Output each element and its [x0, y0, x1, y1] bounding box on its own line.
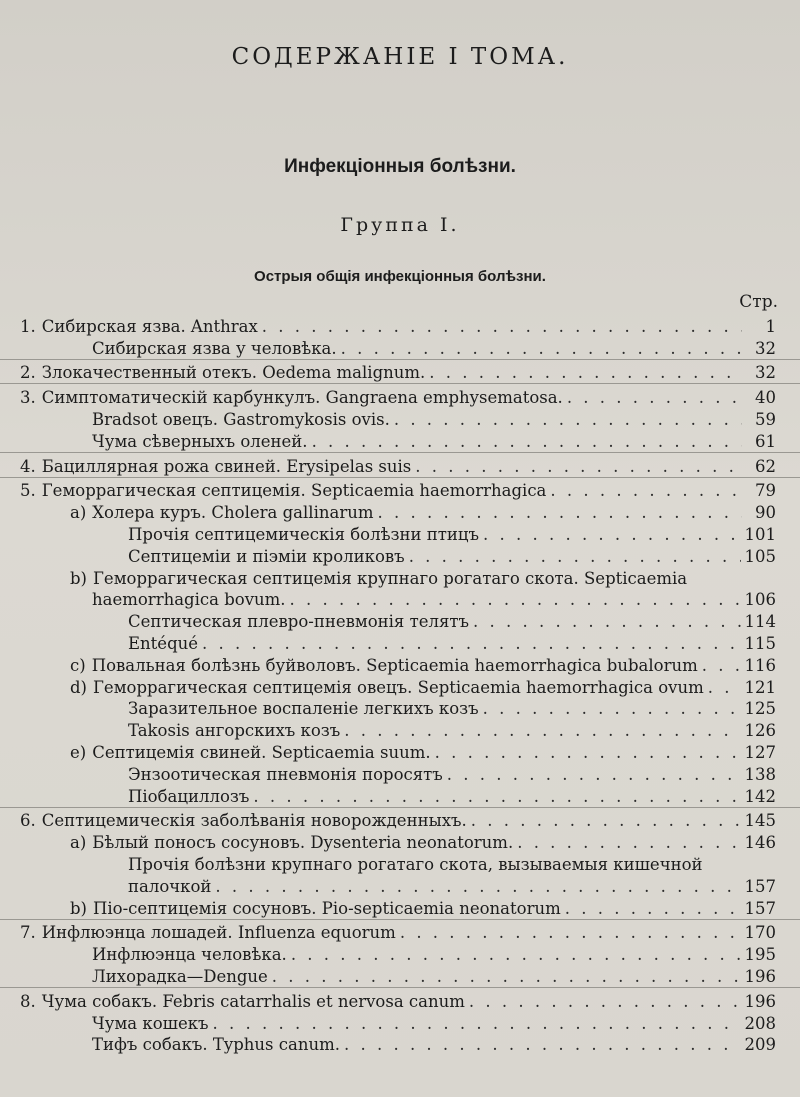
toc-entry-number: a) [70, 833, 87, 853]
toc-entry-page: 146 [744, 833, 776, 853]
toc-entry-title: Bradsot овецъ. Gastromykosis ovis. [92, 409, 390, 429]
toc-entry [0, 740, 800, 762]
toc-entry-page: 127 [744, 742, 776, 762]
toc-entry [0, 588, 800, 610]
toc-entry [0, 852, 800, 874]
toc-entry-page: 170 [744, 923, 776, 943]
toc-entry-page: 196 [744, 991, 776, 1011]
toc-entry [0, 784, 800, 806]
toc-entry [0, 653, 800, 675]
toc-entry-page: 121 [744, 677, 776, 697]
toc-entry [0, 314, 800, 336]
section-divider [0, 452, 800, 453]
toc-entry [0, 896, 800, 918]
leader-dots [708, 678, 741, 697]
toc-entry [0, 609, 800, 631]
toc-entry [0, 830, 800, 852]
toc-entry-page: 196 [744, 966, 776, 986]
leader-dots [435, 743, 741, 762]
toc-entry-page: 142 [744, 786, 776, 806]
toc-entry-page: 61 [755, 431, 776, 451]
leader-dots [469, 992, 741, 1011]
toc-entry [0, 942, 800, 964]
toc-entry-title: Чума кошекъ [92, 1013, 209, 1033]
toc-entry [0, 697, 800, 719]
section-divider [0, 359, 800, 360]
toc-entry [0, 921, 800, 943]
toc-entry [0, 1011, 800, 1033]
toc-entry-page: 106 [744, 590, 776, 610]
toc-entry-title: Геморрагическая септицемія крупнаго рогатаго скота. Septicaemia [93, 568, 688, 588]
toc-entry-title: Бациллярная рожа свиней. Erysipelas suis [41, 456, 412, 476]
toc-entry [0, 544, 800, 566]
toc-entry-number: b) [70, 898, 87, 918]
toc-entry-title: Тифъ собакъ. Typhus canum. [92, 1035, 340, 1055]
toc-entry [0, 809, 800, 831]
leader-dots [291, 945, 741, 964]
toc-entry-page: 195 [744, 945, 776, 965]
toc-entry-number: 3. [20, 388, 36, 408]
section-divider [0, 383, 800, 384]
toc-entry-title: Чума сѣверныхъ оленей. [92, 431, 308, 451]
toc-entry-title: Піо-септицемія сосуновъ. Pio-septicaemia neonatorum [93, 898, 561, 918]
toc-entry [0, 989, 800, 1011]
toc-entry [0, 964, 800, 986]
section-divider [0, 987, 800, 988]
leader-dots [483, 699, 741, 718]
section-divider [0, 919, 800, 920]
leader-dots [341, 339, 742, 358]
toc-entry [0, 429, 800, 451]
leader-dots [471, 811, 741, 830]
toc-entry-page: 209 [744, 1035, 776, 1055]
leader-dots [565, 899, 741, 918]
table-of-contents [0, 314, 800, 1054]
toc-entry-title: Takosis ангорскихъ козъ [128, 721, 341, 741]
group-heading: Группа I. [340, 214, 460, 236]
toc-entry-page: 157 [744, 876, 776, 896]
toc-entry [0, 336, 800, 358]
leader-dots [344, 721, 740, 740]
toc-entry-number: 4. [20, 456, 36, 476]
leader-dots [483, 525, 741, 544]
toc-entry-title: Чума собакъ. Febris catarrhalis et nervosa canum [41, 991, 465, 1011]
toc-entry-title: Повальная болѣзнь буйволовъ. Septicaemia haemorrhagica bubalorum [91, 655, 698, 675]
toc-entry-page: 101 [744, 524, 776, 544]
section-divider [0, 477, 800, 478]
toc-entry [0, 566, 800, 588]
toc-entry-page: 105 [744, 546, 776, 566]
toc-entry-title: Бѣлый поносъ сосуновъ. Dysenteria neonatorum. [92, 833, 514, 853]
leader-dots [213, 1014, 741, 1033]
leader-dots [262, 317, 742, 336]
toc-entry-title: Энзоотическая пневмонія поросятъ [128, 764, 443, 784]
toc-entry-number: 5. [20, 481, 36, 501]
volume-title: СОДЕРЖАНІЕ I ТОМА. [231, 44, 569, 70]
toc-entry-title: Инфлюэнца человѣка. [92, 945, 287, 965]
leader-dots [429, 363, 742, 382]
toc-entry-number: a) [70, 503, 87, 523]
toc-entry-title: Сибирская язва. Anthrax [41, 316, 258, 336]
toc-entry [0, 522, 800, 544]
toc-entry [0, 675, 800, 697]
toc-entry-page: 126 [744, 721, 776, 741]
toc-entry-number: 1. [20, 316, 36, 336]
leader-dots [272, 967, 741, 986]
leader-dots [202, 634, 740, 653]
toc-entry-title: Лихорадка—Dengue [92, 966, 268, 986]
leader-dots [415, 457, 742, 476]
page-column-header: Стр. [739, 292, 778, 312]
subsection-heading: Острыя общія инфекціонныя болѣзни. [254, 268, 546, 285]
leader-dots [550, 481, 742, 500]
section-divider [0, 807, 800, 808]
leader-dots [400, 923, 741, 942]
toc-entry-number: b) [70, 568, 87, 588]
toc-entry-page: 125 [744, 699, 776, 719]
toc-entry-page: 115 [744, 633, 776, 653]
toc-entry [0, 718, 800, 740]
toc-entry [0, 385, 800, 407]
toc-entry-number: 7. [20, 923, 36, 943]
toc-entry-page: 157 [744, 898, 776, 918]
toc-entry-title: Прочія болѣзни крупнаго рогатаго скота, вызываемыя кишечной [128, 854, 703, 874]
toc-entry [0, 479, 800, 501]
toc-entry-title: Заразительное воспаленіе легкихъ козъ [128, 699, 479, 719]
toc-entry [0, 1033, 800, 1055]
leader-dots [215, 877, 740, 896]
toc-entry [0, 454, 800, 476]
toc-entry-number: 8. [20, 991, 36, 1011]
toc-entry-title: Инфлюэнца лошадей. Influenza equorum [41, 923, 396, 943]
leader-dots [409, 547, 741, 566]
toc-entry-page: 145 [744, 811, 776, 831]
toc-entry-page: 40 [755, 388, 776, 408]
toc-entry-title: Піобациллозъ [128, 786, 250, 806]
toc-entry-page: 114 [744, 612, 776, 632]
toc-entry-page: 208 [744, 1013, 776, 1033]
leader-dots [473, 612, 741, 631]
toc-entry-number: 2. [20, 363, 36, 383]
toc-entry-page: 116 [744, 655, 776, 675]
toc-entry-page: 138 [744, 764, 776, 784]
leader-dots [290, 590, 741, 609]
toc-entry-title: Злокачественный отекъ. Oedema malignum. [41, 363, 426, 383]
leader-dots [702, 656, 741, 675]
toc-entry-page: 79 [755, 481, 776, 501]
toc-entry-page: 32 [755, 363, 776, 383]
toc-entry-title: Геморрагическая септицемія. Septicaemia haemorrhagica [41, 481, 547, 501]
leader-dots [394, 410, 742, 429]
toc-entry-page: 62 [755, 456, 776, 476]
leader-dots [567, 388, 742, 407]
leader-dots [312, 432, 742, 451]
toc-entry-number: e) [70, 742, 87, 762]
leader-dots [447, 765, 741, 784]
toc-entry-title: палочкой [128, 876, 212, 896]
toc-entry-title: Симптоматическій карбункулъ. Gangraena emphysematosa. [41, 388, 563, 408]
toc-entry-number: 6. [20, 811, 36, 831]
leader-dots [517, 833, 740, 852]
toc-entry [0, 361, 800, 383]
toc-entry-title: Септицемическія заболѣванія новорожденныхъ. [41, 811, 467, 831]
toc-entry-page: 90 [755, 503, 776, 523]
toc-entry-title: Прочія септицемическія болѣзни птицъ [128, 524, 479, 544]
toc-entry [0, 874, 800, 896]
toc-entry-page: 32 [755, 338, 776, 358]
toc-entry [0, 500, 800, 522]
toc-entry-title: Холера куръ. Cholera gallinarum [92, 503, 374, 523]
toc-entry [0, 762, 800, 784]
toc-entry-title: Септицеміи и піэміи кроликовъ [128, 546, 405, 566]
toc-entry-title: Септическая плевро-пневмонія телятъ [128, 612, 469, 632]
section-heading: Инфекціонныя болѣзни. [284, 156, 516, 177]
toc-entry-number: d) [70, 677, 87, 697]
leader-dots [253, 787, 740, 806]
leader-dots [377, 503, 742, 522]
toc-entry-title: Entéqué [128, 633, 199, 653]
toc-entry-number: c) [70, 655, 86, 675]
toc-entry-title: Сибирская язва у человѣка. [92, 338, 337, 358]
toc-entry-page: 59 [755, 409, 776, 429]
toc-entry [0, 631, 800, 653]
toc-entry-page: 1 [765, 316, 776, 336]
toc-entry-title: haemorrhagica bovum. [92, 590, 286, 610]
toc-entry-title: Геморрагическая септицемія овецъ. Septicaemia haemorrhagica ovum [93, 677, 704, 697]
toc-entry [0, 407, 800, 429]
leader-dots [344, 1035, 741, 1054]
toc-entry-title: Септицемія свиней. Septicaemia suum. [92, 742, 431, 762]
